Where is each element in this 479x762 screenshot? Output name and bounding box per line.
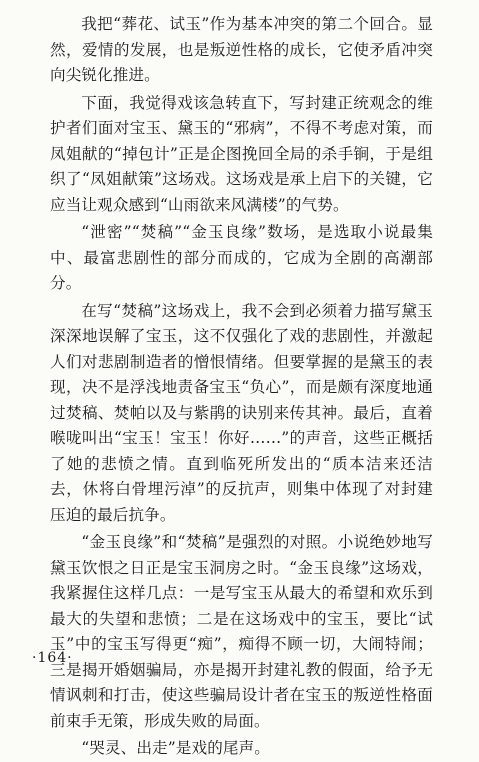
body-text xyxy=(50,12,433,762)
paragraph: “金玉良缘”和“焚稿”是强烈的对照。小说绝妙地写黛玉饮恨之日正是宝玉洞房之时。“金玉良缘”这场戏，我紧握住这样几点：一是写宝玉从最大的希望和欢乐到最大的失望和悲愤；二是在这场戏中的宝玉，要比“试玉”中的宝玉写得更“痴”，痴得不顾一切，大闹特闹；三是揭开婚姻骗局，亦是揭开封建礼教的假面，给予无情讽刺和打击，使这些骗局设计者在宝玉的叛逆性格面前束手无策，形成失败的局面。 xyxy=(50,533,433,730)
page-number: ·164· xyxy=(32,650,73,666)
paragraph: 我把“葬花、试玉”作为基本冲突的第二个回合。显然，爱情的发展，也是叛逆性格的成长，它使矛盾冲突向尖锐化推进。 xyxy=(50,15,433,84)
paragraph: 在写“焚稿”这场戏上，我不会到必须着力描写黛玉深深地误解了宝玉，这不仅强化了戏的悲剧性，并激起人们对悲剧制造者的憎恨情绪。但要掌握的是黛玉的表现，决不是浮浅地责备宝玉“负心”，而是颇有深度地通过焚稿、焚帕以及与紫鹃的诀别来传其神。最后，直着喉咙叫出“宝玉！宝玉！你好……”的声音，这些正概括了她的悲愤之情。直到临死所发出的“质本洁来还洁去，休将白骨埋污淖”的反抗声，则集中体现了对封建压迫的最后抗争。 xyxy=(50,301,433,524)
paragraph: 下面，我觉得戏该急转直下，写封建正统观念的维护者们面对宝玉、黛玉的“邪病”，不得不考虑对策，而凤姐献的“掉包计”正是企图挽回全局的杀手锏，于是组织了“凤姐献策”这场戏。这场戏是承上启下的关键，它应当让观众感到“山雨欲来风满楼”的气势。 xyxy=(50,93,433,214)
paragraph: “泄密”“焚稿”“金玉良缘”数场，是选取小说最集中、最富悲剧性的部分而成的，它成为全剧的高潮部分。 xyxy=(50,223,433,292)
paragraph: “哭灵、出走”是戏的尾声。 xyxy=(81,739,270,757)
